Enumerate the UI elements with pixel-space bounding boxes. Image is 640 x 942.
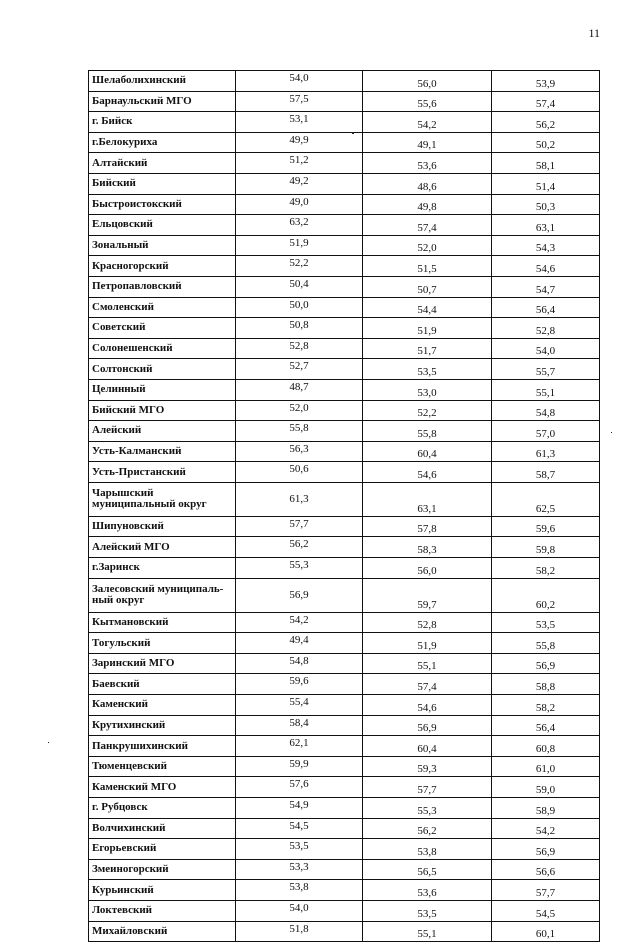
district-name-cell: Чарышский муниципальный округ: [89, 482, 236, 516]
value-cell-1: 56,9: [236, 578, 363, 612]
value-cell-2: 56,0: [363, 558, 492, 579]
value-cell-2: 53,6: [363, 153, 492, 174]
table-row: [89, 132, 600, 153]
table-row: [89, 173, 600, 194]
value-cell-2: 55,8: [363, 421, 492, 442]
value-cell-1: 58,4: [236, 715, 363, 736]
value-cell-1: 50,6: [236, 462, 363, 483]
district-name-cell: Залесовский муниципаль-ный округ: [89, 578, 236, 612]
table-row: [89, 633, 600, 654]
scan-speck: [611, 432, 612, 433]
table-row: [89, 839, 600, 860]
value-cell-3: 58,8: [492, 674, 600, 695]
value-cell-3: 61,0: [492, 756, 600, 777]
value-cell-1: 56,2: [236, 537, 363, 558]
value-cell-3: 59,0: [492, 777, 600, 798]
district-name-cell: Тюменцевский: [89, 756, 236, 777]
table-row: [89, 153, 600, 174]
district-name-cell: Барнаульский МГО: [89, 91, 236, 112]
district-name-cell: Усть-Пристанский: [89, 462, 236, 483]
value-cell-3: 60,8: [492, 736, 600, 757]
value-cell-3: 53,9: [492, 71, 600, 92]
page-number: 11: [588, 26, 600, 40]
value-cell-3: 58,7: [492, 462, 600, 483]
value-cell-2: 57,7: [363, 777, 492, 798]
district-name-cell: Красногорский: [89, 256, 236, 277]
value-cell-1: 52,0: [236, 400, 363, 421]
value-cell-2: 59,7: [363, 578, 492, 612]
district-name-cell: г. Бийск: [89, 112, 236, 133]
value-cell-2: 49,8: [363, 194, 492, 215]
value-cell-1: 55,3: [236, 558, 363, 579]
table-row: [89, 256, 600, 277]
value-cell-3: 60,2: [492, 578, 600, 612]
district-name-cell: Ельцовский: [89, 215, 236, 236]
value-cell-3: 62,5: [492, 482, 600, 516]
table-row: [89, 695, 600, 716]
value-cell-1: 50,0: [236, 297, 363, 318]
district-name-cell: Смоленский: [89, 297, 236, 318]
scan-speck: [48, 742, 49, 743]
value-cell-3: 55,1: [492, 379, 600, 400]
table-row: [89, 276, 600, 297]
value-cell-2: 53,5: [363, 900, 492, 921]
value-cell-3: 50,3: [492, 194, 600, 215]
district-name-cell: Курьинский: [89, 880, 236, 901]
value-cell-3: 58,2: [492, 558, 600, 579]
value-cell-3: 54,5: [492, 900, 600, 921]
table-row: [89, 612, 600, 633]
value-cell-3: 54,3: [492, 235, 600, 256]
table-row: [89, 756, 600, 777]
value-cell-1: 57,6: [236, 777, 363, 798]
value-cell-3: 52,8: [492, 318, 600, 339]
value-cell-2: 53,5: [363, 359, 492, 380]
district-name-cell: Баевский: [89, 674, 236, 695]
table-row: [89, 578, 600, 612]
value-cell-3: 59,8: [492, 537, 600, 558]
value-cell-1: 57,5: [236, 91, 363, 112]
value-cell-3: 54,2: [492, 818, 600, 839]
table-row: [89, 379, 600, 400]
district-name-cell: Змеиногорский: [89, 859, 236, 880]
data-table: [88, 70, 600, 942]
value-cell-1: 54,2: [236, 612, 363, 633]
value-cell-1: 51,9: [236, 235, 363, 256]
district-name-cell: Заринский МГО: [89, 653, 236, 674]
value-cell-3: 61,3: [492, 441, 600, 462]
district-name-cell: Алейский: [89, 421, 236, 442]
value-cell-1: 55,8: [236, 421, 363, 442]
value-cell-3: 56,6: [492, 859, 600, 880]
value-cell-2: 55,1: [363, 653, 492, 674]
value-cell-2: 56,0: [363, 71, 492, 92]
district-name-cell: Крутихинский: [89, 715, 236, 736]
value-cell-3: 57,7: [492, 880, 600, 901]
value-cell-1: 55,4: [236, 695, 363, 716]
value-cell-1: 56,3: [236, 441, 363, 462]
value-cell-3: 56,9: [492, 653, 600, 674]
district-name-cell: Панкрушихинский: [89, 736, 236, 757]
value-cell-2: 54,2: [363, 112, 492, 133]
table-row: [89, 441, 600, 462]
table-row: [89, 112, 600, 133]
value-cell-2: 48,6: [363, 173, 492, 194]
district-name-cell: Бийский МГО: [89, 400, 236, 421]
district-name-cell: Каменский МГО: [89, 777, 236, 798]
value-cell-2: 49,1: [363, 132, 492, 153]
value-cell-1: 54,0: [236, 900, 363, 921]
value-cell-1: 49,9: [236, 132, 363, 153]
value-cell-2: 53,8: [363, 839, 492, 860]
value-cell-2: 58,3: [363, 537, 492, 558]
value-cell-2: 56,9: [363, 715, 492, 736]
table-row: [89, 482, 600, 516]
value-cell-2: 50,7: [363, 276, 492, 297]
value-cell-2: 51,5: [363, 256, 492, 277]
table-row: [89, 71, 600, 92]
value-cell-3: 58,1: [492, 153, 600, 174]
table-body: [89, 71, 600, 942]
district-name-cell: Петропавловский: [89, 276, 236, 297]
table-row: [89, 715, 600, 736]
table-row: [89, 921, 600, 942]
value-cell-3: 63,1: [492, 215, 600, 236]
table-row: [89, 674, 600, 695]
table-row: [89, 859, 600, 880]
value-cell-1: 53,3: [236, 859, 363, 880]
value-cell-2: 53,6: [363, 880, 492, 901]
value-cell-2: 54,6: [363, 462, 492, 483]
value-cell-2: 53,0: [363, 379, 492, 400]
value-cell-1: 51,8: [236, 921, 363, 942]
table-row: [89, 880, 600, 901]
value-cell-3: 56,9: [492, 839, 600, 860]
table-row: [89, 653, 600, 674]
value-cell-3: 58,2: [492, 695, 600, 716]
value-cell-3: 57,4: [492, 91, 600, 112]
value-cell-3: 58,9: [492, 798, 600, 819]
table-row: [89, 318, 600, 339]
district-name-cell: Кытмановский: [89, 612, 236, 633]
table-row: [89, 818, 600, 839]
value-cell-2: 55,1: [363, 921, 492, 942]
district-name-cell: Локтевский: [89, 900, 236, 921]
value-cell-1: 54,5: [236, 818, 363, 839]
table-row: [89, 359, 600, 380]
value-cell-1: 59,6: [236, 674, 363, 695]
district-name-cell: Тогульский: [89, 633, 236, 654]
value-cell-3: 54,8: [492, 400, 600, 421]
district-name-cell: г.Белокуриха: [89, 132, 236, 153]
value-cell-3: 51,4: [492, 173, 600, 194]
value-cell-1: 62,1: [236, 736, 363, 757]
value-cell-2: 52,0: [363, 235, 492, 256]
value-cell-1: 49,2: [236, 173, 363, 194]
table-row: [89, 235, 600, 256]
table-row: [89, 516, 600, 537]
value-cell-3: 53,5: [492, 612, 600, 633]
value-cell-2: 59,3: [363, 756, 492, 777]
district-name-cell: г.Заринск: [89, 558, 236, 579]
value-cell-2: 52,2: [363, 400, 492, 421]
table-row: [89, 91, 600, 112]
value-cell-2: 51,7: [363, 338, 492, 359]
table-row: [89, 421, 600, 442]
value-cell-2: 51,9: [363, 633, 492, 654]
value-cell-2: 60,4: [363, 736, 492, 757]
value-cell-3: 60,1: [492, 921, 600, 942]
value-cell-1: 49,0: [236, 194, 363, 215]
value-cell-2: 54,4: [363, 297, 492, 318]
value-cell-3: 55,7: [492, 359, 600, 380]
value-cell-3: 57,0: [492, 421, 600, 442]
value-cell-1: 53,5: [236, 839, 363, 860]
district-name-cell: Волчихинский: [89, 818, 236, 839]
value-cell-1: 54,0: [236, 71, 363, 92]
table-row: [89, 798, 600, 819]
table-row: [89, 777, 600, 798]
value-cell-1: 54,9: [236, 798, 363, 819]
value-cell-1: 52,7: [236, 359, 363, 380]
district-name-cell: Шипуновский: [89, 516, 236, 537]
value-cell-3: 54,7: [492, 276, 600, 297]
value-cell-2: 60,4: [363, 441, 492, 462]
district-name-cell: Егорьевский: [89, 839, 236, 860]
value-cell-1: 50,4: [236, 276, 363, 297]
district-name-cell: Михайловский: [89, 921, 236, 942]
district-name-cell: Бийский: [89, 173, 236, 194]
value-cell-1: 48,7: [236, 379, 363, 400]
district-name-cell: г. Рубцовск: [89, 798, 236, 819]
value-cell-2: 52,8: [363, 612, 492, 633]
value-cell-3: 56,4: [492, 715, 600, 736]
value-cell-1: 54,8: [236, 653, 363, 674]
value-cell-1: 57,7: [236, 516, 363, 537]
table-row: [89, 558, 600, 579]
value-cell-1: 61,3: [236, 482, 363, 516]
table-row: [89, 297, 600, 318]
value-cell-3: 50,2: [492, 132, 600, 153]
district-name-cell: Усть-Калманский: [89, 441, 236, 462]
value-cell-2: 57,4: [363, 674, 492, 695]
district-name-cell: Целинный: [89, 379, 236, 400]
value-cell-2: 57,4: [363, 215, 492, 236]
value-cell-3: 56,4: [492, 297, 600, 318]
table-row: [89, 400, 600, 421]
district-name-cell: Советский: [89, 318, 236, 339]
district-name-cell: Каменский: [89, 695, 236, 716]
value-cell-3: 59,6: [492, 516, 600, 537]
table-row: [89, 736, 600, 757]
table-row: [89, 194, 600, 215]
value-cell-2: 63,1: [363, 482, 492, 516]
value-cell-3: 55,8: [492, 633, 600, 654]
value-cell-1: 63,2: [236, 215, 363, 236]
value-cell-3: 56,2: [492, 112, 600, 133]
value-cell-1: 52,8: [236, 338, 363, 359]
district-name-cell: Алейский МГО: [89, 537, 236, 558]
value-cell-2: 51,9: [363, 318, 492, 339]
district-name-cell: Шелаболихинский: [89, 71, 236, 92]
value-cell-2: 54,6: [363, 695, 492, 716]
value-cell-3: 54,0: [492, 338, 600, 359]
table-row: [89, 900, 600, 921]
value-cell-1: 51,2: [236, 153, 363, 174]
table-row: [89, 215, 600, 236]
scan-speck: [352, 132, 354, 134]
value-cell-2: 55,3: [363, 798, 492, 819]
value-cell-1: 59,9: [236, 756, 363, 777]
table-row: [89, 462, 600, 483]
value-cell-3: 54,6: [492, 256, 600, 277]
district-name-cell: Зональный: [89, 235, 236, 256]
value-cell-2: 57,8: [363, 516, 492, 537]
value-cell-1: 49,4: [236, 633, 363, 654]
value-cell-2: 56,2: [363, 818, 492, 839]
value-cell-2: 55,6: [363, 91, 492, 112]
value-cell-1: 53,1: [236, 112, 363, 133]
value-cell-1: 53,8: [236, 880, 363, 901]
value-cell-1: 52,2: [236, 256, 363, 277]
district-name-cell: Солтонский: [89, 359, 236, 380]
value-cell-1: 50,8: [236, 318, 363, 339]
district-name-cell: Солонешенский: [89, 338, 236, 359]
table-row: [89, 537, 600, 558]
district-name-cell: Быстроистокский: [89, 194, 236, 215]
table-row: [89, 338, 600, 359]
district-name-cell: Алтайский: [89, 153, 236, 174]
value-cell-2: 56,5: [363, 859, 492, 880]
